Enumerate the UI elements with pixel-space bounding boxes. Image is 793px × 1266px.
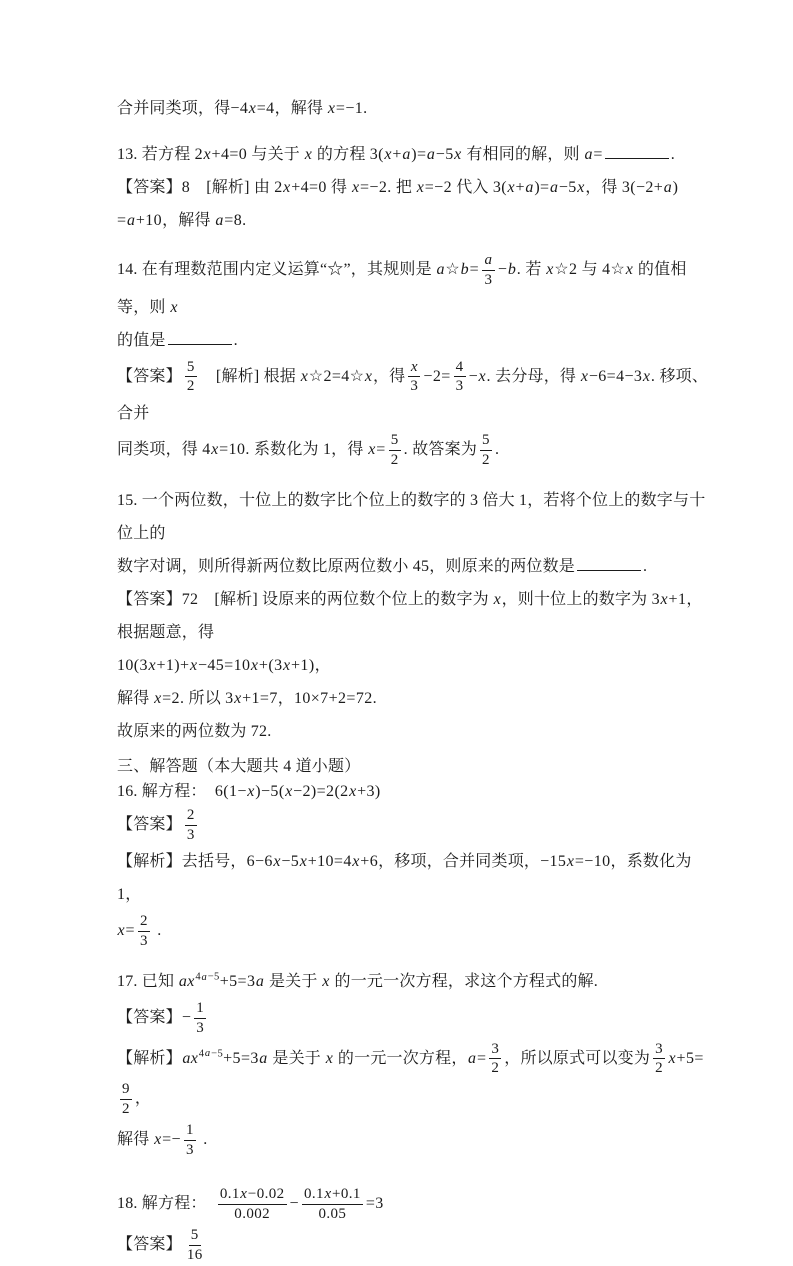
fraction [185, 807, 197, 844]
text-run: 17. 已知 [117, 972, 179, 990]
fraction-numerator: 4 [454, 359, 466, 378]
fraction-numerator: 3 [489, 1041, 501, 1060]
answer-blank [577, 554, 641, 571]
fraction [408, 359, 420, 396]
math-run: +5=3a [219, 972, 265, 990]
fraction-denominator: 2 [482, 451, 490, 468]
text-run: 与 [577, 260, 603, 278]
text-line [117, 250, 717, 324]
power-expression [178, 973, 219, 990]
fraction-numerator: 3 [653, 1041, 665, 1060]
fraction-numerator: 9 [120, 1081, 132, 1100]
text-run: 是关于 [264, 972, 322, 990]
text-line [117, 430, 717, 471]
text-line [117, 1039, 717, 1120]
math-run: 6−6x−5x+10=4x+6 [246, 853, 379, 871]
text-line [117, 171, 717, 204]
math-run: x=−2. [351, 179, 392, 196]
text-line [117, 92, 717, 125]
fraction-numerator: 1 [194, 1000, 206, 1019]
text-run: 移项、合并 [117, 367, 709, 423]
math-run: − [181, 1008, 192, 1026]
math-run: x [322, 972, 330, 990]
math-run: x= [117, 922, 135, 940]
math-run: . [403, 441, 409, 459]
fraction-numerator: 2 [138, 913, 150, 932]
math-run: 4a−5 [195, 971, 220, 983]
fraction [218, 1186, 287, 1223]
text-line [117, 357, 717, 431]
math-run: a= [584, 146, 603, 163]
text-run: 把 [391, 179, 417, 196]
fraction [184, 1122, 196, 1159]
text-run: 【答案】 [117, 1235, 182, 1253]
text-line [117, 754, 717, 779]
text-run: ，解得 [274, 100, 328, 117]
math-run: 2x+4=0 [274, 179, 327, 196]
text-run: . [670, 146, 675, 163]
math-run: 10(3x+1)+x−45=10x+(3x+1) [117, 656, 315, 674]
text-line [117, 204, 717, 237]
fraction-denominator: 2 [491, 1060, 500, 1077]
fraction-denominator: 0.05 [318, 1206, 347, 1223]
text-run: 16. 解方程： [117, 782, 215, 800]
text-run: 解得 [117, 1130, 154, 1148]
fraction-denominator: 0.002 [234, 1206, 271, 1223]
math-run: x=2. [154, 689, 185, 707]
fraction [138, 913, 150, 950]
fraction [389, 432, 401, 469]
text-line [117, 998, 717, 1039]
math-run: x+5= [668, 1049, 704, 1067]
fraction-denominator: 3 [196, 1019, 205, 1036]
math-run: x=− [154, 1130, 181, 1148]
fraction-denominator: 16 [186, 1246, 203, 1263]
math-run: x☆2 [546, 260, 578, 278]
text-run: 的一元一次方程，求这个方程式的解. [330, 972, 598, 990]
text-run: 【解析】 [117, 1049, 182, 1067]
math-run: x [170, 298, 178, 316]
text-run: 若 [521, 260, 546, 278]
text-run: 得 [326, 179, 352, 196]
fraction-numerator: 5 [389, 432, 401, 451]
text-run: ，得 [585, 179, 622, 196]
text-line [117, 324, 717, 357]
math-run: − [289, 1195, 299, 1213]
text-line [117, 138, 717, 171]
text-run: 的值是 [117, 331, 166, 349]
text-run: 的方程 [312, 146, 370, 163]
fraction [653, 1041, 665, 1078]
text-run: 同类项，得 [117, 441, 203, 459]
math-run: . [494, 441, 500, 459]
math-run: 4x=10. [202, 441, 250, 459]
fraction-denominator: 2 [122, 1100, 130, 1117]
math-run: a=8. [215, 212, 247, 229]
text-run: [解析] 根据 [199, 367, 301, 385]
text-line [117, 965, 717, 998]
text-run: . [643, 557, 648, 575]
text-run: 14. 在有理数范围内定义运算“☆”，其规则是 [117, 260, 437, 278]
text-run: ， [686, 590, 703, 608]
text-run: 【答案】72 [解析] 设原来的两位数个位上的数字为 [117, 590, 494, 608]
math-run: x [493, 590, 502, 608]
math-run: . [198, 1130, 208, 1148]
text-run: ，则十位上的数字为 [501, 590, 652, 608]
text-run: 合并同类项，得 [117, 100, 231, 117]
fraction-numerator: 0.1x−0.02 [218, 1186, 287, 1205]
fraction-denominator: 3 [484, 271, 493, 288]
math-run: −b. [497, 260, 522, 278]
fraction-numerator: 2 [185, 807, 197, 826]
text-line [117, 616, 717, 649]
text-run: ，得 [372, 367, 406, 385]
math-run: 3(x+a)=a−5x [369, 146, 462, 163]
text-run: 有相同的解，则 [462, 146, 584, 163]
math-run: =a+10 [117, 212, 163, 229]
math-run: x☆2=4☆x [300, 367, 373, 385]
math-run: 3(−2+a) [621, 179, 679, 196]
math-run: −4x=4 [230, 100, 275, 117]
text-run: 【答案】 [117, 1008, 182, 1026]
text-run: 所以 [184, 689, 226, 707]
fraction-denominator: 2 [186, 378, 195, 395]
power-expression [182, 1050, 223, 1067]
math-run: 6(1−x)−5(x−2)=2(2x+3) [214, 782, 381, 800]
text-run: 故原来的两位数为 72. [117, 722, 272, 740]
text-run: 代入 [452, 179, 493, 196]
math-run: 3x+1=7 [225, 689, 278, 707]
math-run: 4a−5 [198, 1048, 224, 1060]
math-run: a= [468, 1049, 487, 1067]
text-run: ， [314, 656, 331, 674]
math-run: −2= [423, 367, 451, 385]
text-line [117, 1225, 717, 1266]
math-run: x=−2 [416, 179, 452, 196]
answer-blank [168, 328, 232, 345]
text-line [117, 649, 717, 682]
text-run: 系数化为 1，得 [249, 441, 368, 459]
text-run: ， [134, 1090, 152, 1108]
text-line [117, 484, 717, 550]
text-run: 去分母，得 [490, 367, 581, 385]
math-run: x=−1. [327, 100, 368, 117]
math-run: 4☆x [602, 260, 634, 278]
math-run: 3x+1 [651, 590, 687, 608]
math-run: . [152, 922, 162, 940]
fraction-numerator: x [408, 359, 420, 378]
fraction [120, 1081, 132, 1118]
math-run: ax [178, 972, 195, 990]
text-run: 解得 [117, 689, 154, 707]
math-run: a☆b= [436, 260, 480, 278]
text-run: 【答案】 [117, 367, 182, 385]
text-run: 13. 若方程 [117, 146, 195, 163]
text-line [117, 1184, 717, 1225]
text-line [117, 550, 717, 583]
math-run: x [325, 1049, 334, 1067]
text-run: 【答案】8 [解析] 由 [117, 179, 275, 196]
text-run: 数字对调，则所得新两位数比原两位数小 45，则原来的两位数是 [117, 557, 576, 575]
text-run: 根据题意，得 [117, 623, 215, 641]
text-run: 故答案为 [408, 441, 478, 459]
text-line [117, 715, 717, 748]
math-run: 2x+4=0 [194, 146, 248, 163]
text-line [117, 911, 717, 952]
text-run: ，移项，合并同类项， [378, 853, 541, 871]
text-run: 的值相等，则 [117, 260, 687, 316]
text-run: ，解得 [162, 212, 215, 229]
math-run: −x. [468, 367, 491, 385]
fraction [302, 1186, 363, 1223]
fraction-denominator: 2 [655, 1060, 663, 1077]
math-run: ax [182, 1049, 199, 1067]
math-run: =3 [365, 1195, 384, 1213]
text-run: 的一元一次方程， [333, 1049, 468, 1067]
fraction-numerator: 5 [189, 1227, 201, 1246]
fraction-numerator: a [482, 252, 495, 271]
fraction [482, 252, 495, 289]
text-run: 【解析】去括号， [117, 853, 247, 871]
fraction [194, 1000, 206, 1037]
text-run: 【答案】 [117, 815, 182, 833]
text-run: ，所以原式可以变为 [504, 1049, 651, 1067]
math-run: x= [368, 441, 386, 459]
fraction-denominator: 3 [455, 378, 464, 395]
math-run: +5=3a [223, 1049, 268, 1067]
text-line [117, 583, 717, 616]
text-line [117, 779, 717, 805]
fraction [185, 1227, 205, 1264]
text-run: . [233, 331, 238, 349]
text-line [117, 1120, 717, 1161]
text-line [117, 682, 717, 715]
text-run: 15. 一个两位数，十位上的数字比个位上的数字的 3 倍大 1，若将个位上的数字与十位上的 [117, 491, 706, 542]
fraction-denominator: 3 [185, 1141, 194, 1158]
fraction [454, 359, 466, 396]
text-run: ， [277, 689, 294, 707]
text-run: 是关于 [268, 1049, 326, 1067]
fraction-numerator: 1 [184, 1122, 196, 1141]
text-run: ，系数化为 1， [117, 853, 692, 904]
fraction-numerator: 0.1x+0.1 [302, 1186, 363, 1205]
math-run: 3(x+a)=a−5x [492, 179, 585, 196]
text-run: 18. 解方程： [117, 1195, 215, 1213]
fraction-denominator: 3 [139, 933, 148, 950]
fraction-denominator: 3 [186, 826, 195, 843]
fraction [480, 432, 492, 469]
fraction-numerator: 5 [480, 432, 492, 451]
math-run: x [304, 146, 313, 163]
fraction-numerator: 5 [185, 359, 197, 378]
fraction-denominator: 2 [390, 451, 399, 468]
text-run: 与关于 [247, 146, 305, 163]
text-line [117, 845, 717, 911]
fraction-denominator: 3 [410, 378, 419, 395]
fraction [185, 359, 197, 396]
math-run: −15x=−10 [540, 853, 611, 871]
math-run: x−6=4−3x. [580, 367, 656, 385]
text-run: 三、解答题（本大题共 4 道小题） [117, 757, 361, 775]
math-run: 10×7+2=72. [293, 689, 378, 707]
answer-blank [605, 142, 669, 159]
fraction [489, 1041, 501, 1078]
text-line [117, 805, 717, 846]
